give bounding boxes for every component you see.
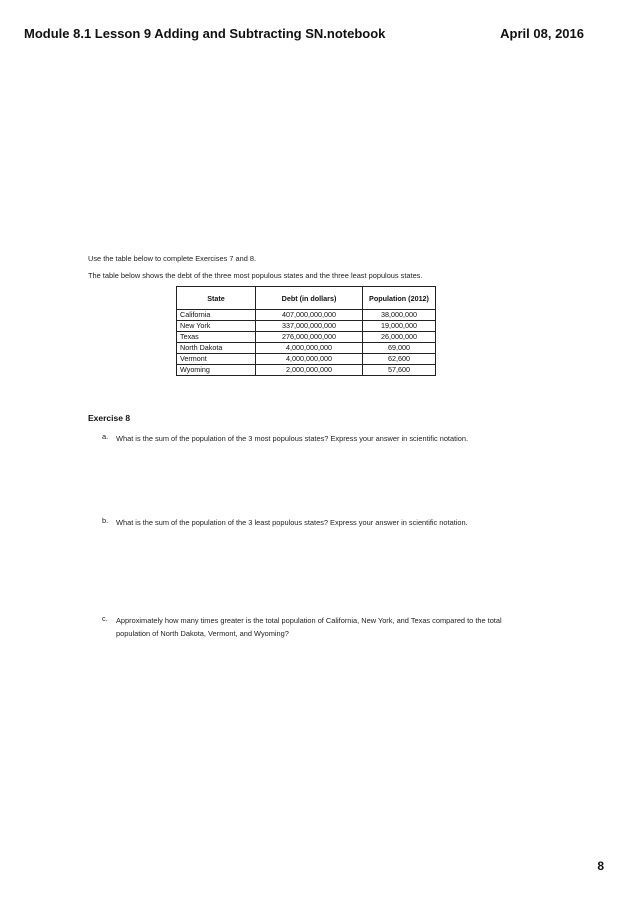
question-letter: b.	[102, 516, 109, 525]
cell-state: New York	[177, 321, 256, 332]
cell-population: 69,000	[363, 343, 436, 354]
cell-debt: 407,000,000,000	[256, 310, 363, 321]
table-row	[177, 365, 436, 376]
cell-state: Wyoming	[177, 365, 256, 376]
question-text: Approximately how many times greater is the total population of California, New York, and Texas compared to the total population of North Dakota, Vermont, and Wyoming?	[116, 616, 502, 638]
intro-line-2: The table below shows the debt of the three most populous states and the three least populous states.	[88, 271, 423, 280]
cell-population: 26,000,000	[363, 332, 436, 343]
cell-state: Vermont	[177, 354, 256, 365]
debt-population-table	[176, 286, 436, 376]
cell-population: 38,000,000	[363, 310, 436, 321]
column-header-debt: Debt (in dollars)	[256, 287, 363, 310]
intro-line-1: Use the table below to complete Exercises 7 and 8.	[88, 254, 257, 263]
page-date: April 08, 2016	[500, 26, 584, 41]
table-header-row	[177, 287, 436, 310]
exercise-heading: Exercise 8	[88, 413, 131, 423]
cell-state: North Dakota	[177, 343, 256, 354]
column-header-state: State	[177, 287, 256, 310]
question-b	[102, 516, 526, 529]
question-letter: c.	[102, 614, 108, 623]
column-header-population: Population (2012)	[363, 287, 436, 310]
cell-state: California	[177, 310, 256, 321]
page-number: 8	[597, 859, 604, 873]
question-c	[102, 614, 526, 640]
question-text: What is the sum of the population of the 3 least populous states? Express your answer in scientific notation.	[116, 518, 468, 527]
table-row	[177, 321, 436, 332]
question-a	[102, 432, 526, 445]
table-row	[177, 343, 436, 354]
cell-debt: 276,000,000,000	[256, 332, 363, 343]
cell-population: 62,600	[363, 354, 436, 365]
cell-population: 57,600	[363, 365, 436, 376]
question-letter: a.	[102, 432, 109, 441]
cell-debt: 2,000,000,000	[256, 365, 363, 376]
page-title: Module 8.1 Lesson 9 Adding and Subtracting SN.notebook	[24, 26, 386, 41]
table-row	[177, 310, 436, 321]
question-text: What is the sum of the population of the 3 most populous states? Express your answer in scientific notation.	[116, 434, 469, 443]
cell-debt: 337,000,000,000	[256, 321, 363, 332]
table-row	[177, 354, 436, 365]
cell-debt: 4,000,000,000	[256, 343, 363, 354]
table-row	[177, 332, 436, 343]
cell-population: 19,000,000	[363, 321, 436, 332]
cell-debt: 4,000,000,000	[256, 354, 363, 365]
cell-state: Texas	[177, 332, 256, 343]
